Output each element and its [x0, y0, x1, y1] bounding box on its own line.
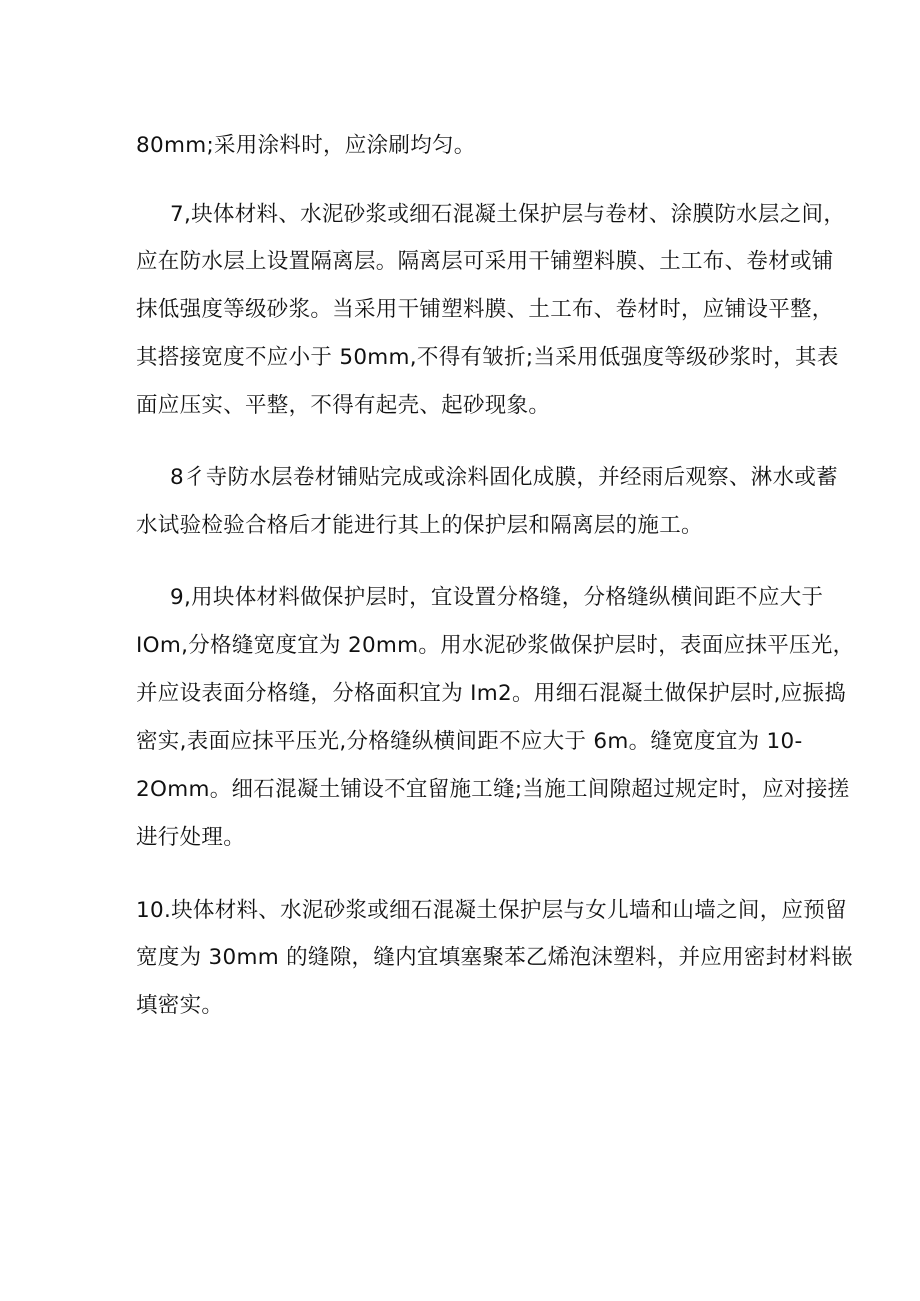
paragraph-6-line-1: 80mm;采用涂料时，应涂刷均匀。	[136, 133, 476, 158]
paragraph-7-line-4: 其搭接宽度不应小于 50mm,不得有皱折;当采用低强度等级砂浆时，其表	[136, 345, 839, 370]
paragraph-10-line-1: 10.块体材料、水泥砂浆或细石混凝土保护层与女儿墙和山墙之间，应预留	[136, 898, 847, 923]
paragraph-9-line-6: 进行处理。	[136, 825, 246, 850]
paragraph-9-line-1: 9,用块体材料做保护层时，宜设置分格缝，分格缝纵横间距不应大于	[170, 585, 824, 610]
paragraph-8-line-2: 水试验检验合格后才能进行其上的保护层和隔离层的施工。	[136, 513, 703, 538]
paragraph-7-line-2: 应在防水层上设置隔离层。隔离层可采用干铺塑料膜、土工布、卷材或铺	[136, 249, 834, 274]
paragraph-10-line-2: 宽度为 30mm 的缝隙，缝内宜填塞聚苯乙烯泡沫塑料，并应用密封材料嵌	[136, 945, 853, 970]
paragraph-9-line-3: 并应设表面分格缝，分格面积宜为 Im2。用细石混凝土做保护层时,应振捣	[136, 681, 847, 706]
paragraph-8-line-1: 8彳寺防水层卷材铺贴完成或涂料固化成膜，并经雨后观察、淋水或蓄	[170, 465, 838, 490]
paragraph-9-line-5: 2Omm。细石混凝土铺设不宜留施工缝;当施工间隙超过规定时，应对接搓	[136, 777, 850, 802]
paragraph-7-line-3: 抹低强度等级砂浆。当采用干铺塑料膜、土工布、卷材时，应铺设平整，	[136, 297, 834, 322]
paragraph-9-line-4: 密实,表面应抹平压光,分格缝纵横间距不应大于 6m。缝宽度宜为 10-	[136, 729, 803, 754]
paragraph-7-line-1: 7,块体材料、水泥砂浆或细石混凝土保护层与卷材、涂膜防水层之间，	[170, 202, 846, 227]
paragraph-9-line-2: IOm,分格缝宽度宜为 20mm。用水泥砂浆做保护层时，表面应抹平压光，	[136, 633, 855, 658]
paragraph-10-line-3: 填密实。	[136, 993, 224, 1018]
paragraph-7-line-5: 面应压实、平整，不得有起壳、起砂现象。	[136, 393, 551, 418]
